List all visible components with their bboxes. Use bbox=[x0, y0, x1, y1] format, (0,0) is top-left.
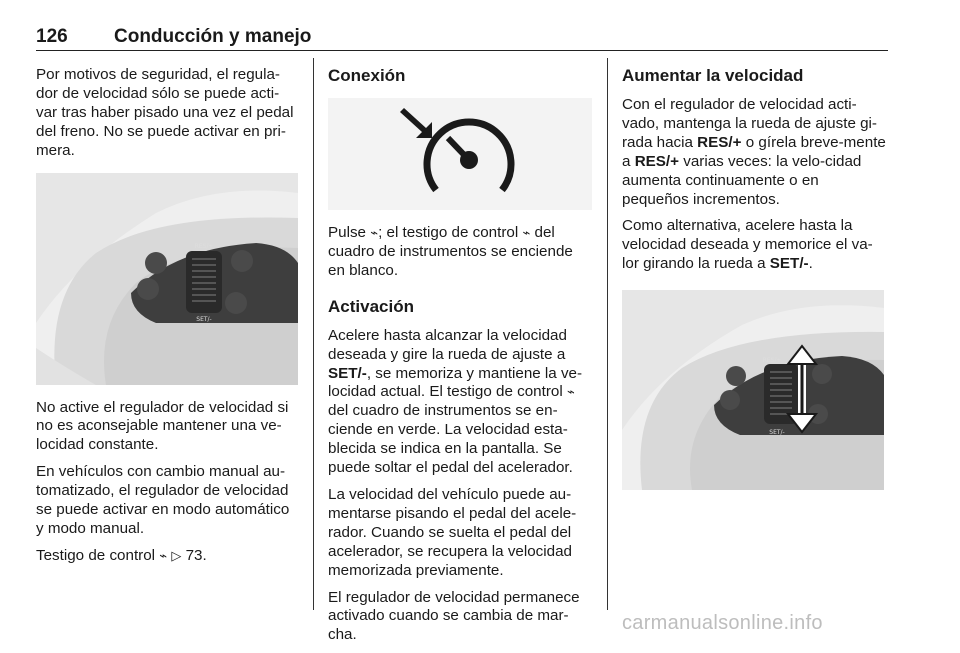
page-ref-arrow-icon: ▷ bbox=[171, 547, 182, 563]
paragraph: Por motivos de seguridad, el regula-dor de velocidad sólo se puede acti-var tras haber pisado una vez el pedal del freno. No se puede activar en pri-mera. bbox=[36, 66, 294, 159]
chapter-title: Conducción y manejo bbox=[114, 26, 312, 47]
paragraph: La velocidad del vehículo puede au-mentarse pisando el pedal del acele-rador. Cuando se suelta el pedal del acelerador, se recupera la velocidad memorizada previamente. bbox=[328, 485, 577, 579]
set-label: SET/- bbox=[769, 429, 785, 437]
column-3 bbox=[622, 66, 888, 490]
column-1 bbox=[36, 66, 298, 574]
paragraph: En vehículos con cambio manual au-tomatizado, el regulador de velocidad se puede activar en modo automático y modo manual. bbox=[36, 463, 290, 537]
column-divider-1 bbox=[313, 58, 314, 610]
cruise-control-icon: ⌁ bbox=[522, 225, 531, 240]
watermark-url: carmanualsonline.info bbox=[622, 612, 823, 634]
cruise-control-button-image bbox=[328, 98, 592, 210]
page-header bbox=[36, 18, 888, 52]
cruise-control-icon: ⌁ bbox=[566, 384, 575, 400]
page-number: 126 bbox=[36, 26, 68, 47]
column-2 bbox=[328, 66, 592, 653]
paragraph: No active el regulador de velocidad si no es aconsejable mantener una ve-locidad constante. bbox=[36, 398, 289, 454]
paragraph: Acelere hasta alcanzar la velocidad deseada y gire la rueda de ajuste a SET/-, se memoriza y mantiene la ve-locidad actual. El testigo de control ⌁ del cuadro de instrumentos se en-ciende en verde. La velocidad esta-blecida se indica en la pantalla. Se puede soltar el pedal del acelerador. bbox=[328, 326, 583, 477]
cruise-control-icon: ⌁ bbox=[370, 225, 379, 240]
steering-wheel-image bbox=[36, 173, 298, 385]
paragraph: Con el regulador de velocidad acti-vado, mantenga la rueda de ajuste gi-rada hacia RES/+ o gírela breve-mente a RES/+ varias veces: la velo-cidad aumenta continuamente o en pequeños incrementos. bbox=[622, 96, 886, 208]
section-heading: Activación bbox=[328, 296, 414, 316]
res-label: RES/+ bbox=[762, 357, 782, 365]
cruise-control-icon: ⌁ bbox=[159, 547, 168, 563]
section-heading: Aumentar la velocidad bbox=[622, 66, 804, 85]
header-rule bbox=[36, 50, 888, 51]
paragraph: Testigo de control ⌁ ▷ 73. bbox=[36, 546, 207, 564]
section-heading: Conexión bbox=[328, 66, 406, 85]
column-divider-2 bbox=[607, 58, 608, 610]
paragraph: Pulse ⌁; el testigo de control ⌁ del cuadro de instrumentos se enciende en blanco. bbox=[328, 224, 573, 279]
paragraph: Como alternativa, acelere hasta la velocidad deseada y memorice el va-lor girando la rueda a SET/-. bbox=[622, 217, 873, 273]
paragraph: El regulador de velocidad permanece activado cuando se cambia de mar-cha. bbox=[328, 588, 580, 644]
set-label: SET/- bbox=[196, 315, 212, 323]
steering-wheel-image bbox=[622, 290, 884, 490]
res-label: RES/+ bbox=[194, 242, 214, 250]
